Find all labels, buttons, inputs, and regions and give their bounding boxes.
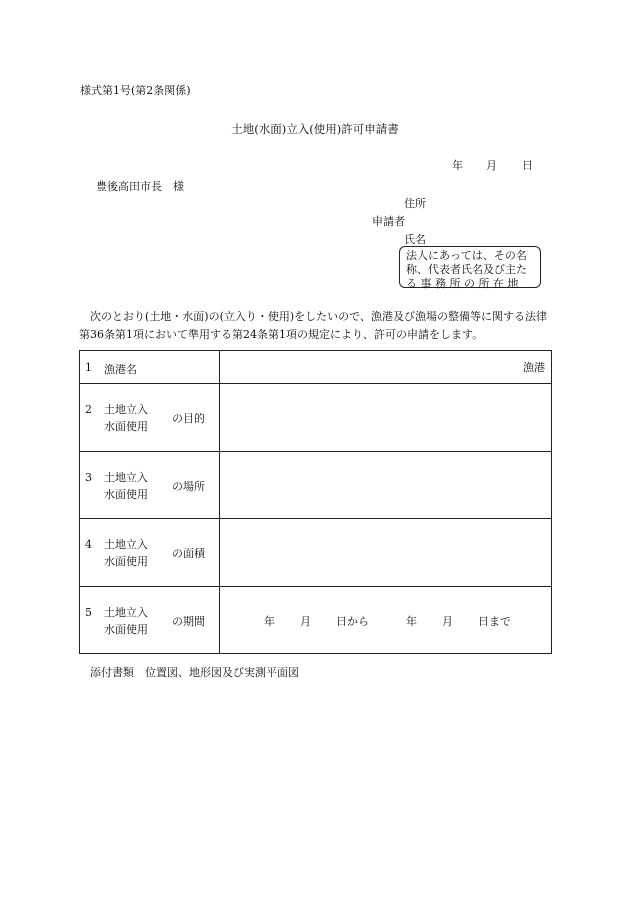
item-label-cell [80, 586, 220, 653]
item-label-cell [80, 451, 220, 518]
harbor-name-field[interactable]: 漁港 [220, 351, 552, 384]
item-number: 1 [85, 361, 92, 374]
item-suffix: の期間 [172, 614, 205, 628]
item-line: 土地立入 [104, 403, 148, 417]
item-stack [104, 536, 148, 570]
period-to-day: 日まで [478, 614, 511, 628]
item-suffix: の場所 [172, 479, 205, 493]
corp-note-line: 法人にあっては、その名 [406, 249, 527, 262]
corp-note-line: 称、代表者氏名及び主た [406, 263, 527, 276]
item-stack [104, 469, 148, 503]
item-line: 土地立入 [104, 605, 148, 619]
location-field[interactable] [220, 451, 552, 518]
address-label: 住所 [404, 197, 426, 210]
item-line: 水面使用 [104, 555, 148, 569]
period-to-month: 月 [442, 614, 453, 628]
period-line [264, 613, 511, 629]
item-line: 土地立入 [104, 470, 148, 484]
date-month: 月 [486, 159, 497, 172]
item-label-cell [80, 384, 220, 451]
item-label: 漁港名 [104, 363, 137, 376]
item-number: 2 [85, 403, 92, 417]
item-number: 4 [85, 538, 92, 552]
period-to-year: 年 [406, 614, 417, 628]
item-line: 水面使用 [104, 420, 148, 434]
item-line: 水面使用 [104, 622, 148, 636]
purpose-field[interactable] [220, 384, 552, 451]
item-line: 水面使用 [104, 487, 148, 501]
area-field[interactable] [220, 519, 552, 586]
document-title: 土地(水面)立入(使用)許可申請書 [231, 122, 399, 136]
date-year: 年 [452, 159, 463, 172]
period-from-day: 日から [336, 614, 369, 628]
item-suffix: の目的 [172, 412, 205, 426]
item-stack [104, 401, 148, 435]
application-table [79, 350, 552, 654]
item-line: 土地立入 [104, 538, 148, 552]
corp-note-line: る 事 務 所 の 所 在 地 [406, 277, 519, 290]
item-stack [104, 604, 148, 638]
intro-paragraph: 次のとおり(土地・水面)の(立入り・使用)をしたいので、漁港及び漁場の整備等に関する法律第36条第1項において準用する第24条第1項の規定により、許可の申請をします。 [79, 310, 547, 341]
attachments-note: 添付書類 位置図、地形図及び実測平面図 [90, 666, 299, 679]
item-label-cell [80, 519, 220, 586]
period-from-month: 月 [300, 614, 311, 628]
name-label: 氏名 [404, 233, 426, 246]
date-line [452, 157, 533, 173]
item-suffix: の面積 [172, 547, 205, 561]
form-number: 様式第1号(第2条関係) [80, 84, 191, 97]
item-number: 3 [85, 470, 92, 484]
item-label-cell [80, 351, 220, 384]
table-row [80, 351, 552, 384]
table-row [80, 586, 552, 653]
applicant-label: 申請者 [372, 215, 405, 228]
period-field[interactable] [220, 586, 552, 653]
period-from-year: 年 [264, 614, 275, 628]
date-day: 日 [522, 159, 533, 172]
table-row [80, 451, 552, 518]
corporation-note [399, 246, 541, 288]
addressee: 豊後高田市長 様 [96, 180, 184, 193]
table-row [80, 519, 552, 586]
item-number: 5 [85, 605, 92, 619]
table-row [80, 384, 552, 451]
